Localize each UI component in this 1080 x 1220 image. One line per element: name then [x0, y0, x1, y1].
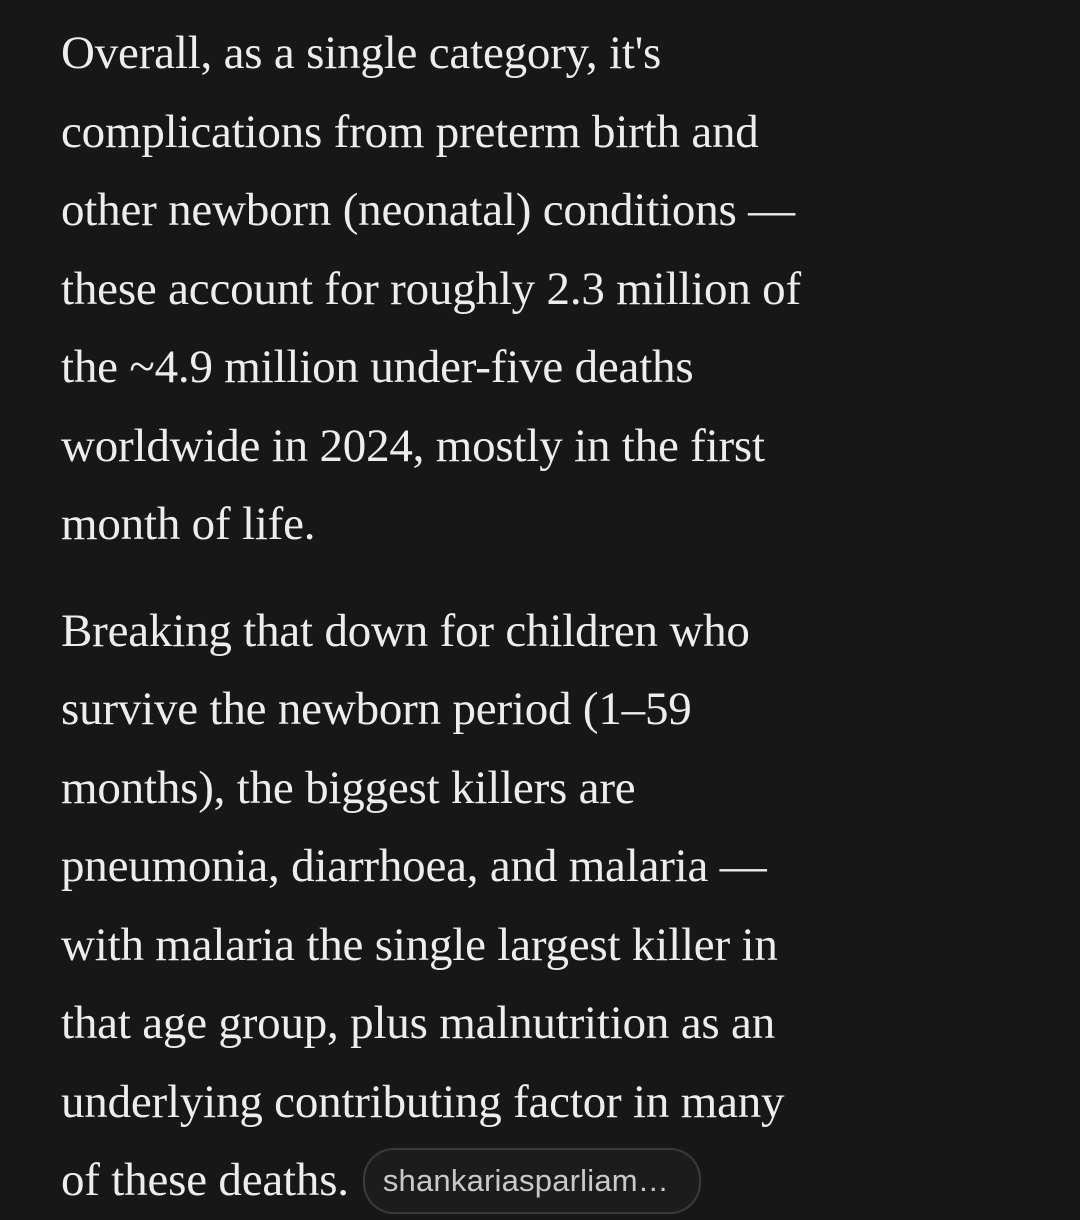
text-line: survive the newborn period (1–59	[61, 683, 692, 735]
text-line: pneumonia, diarrhoea, and malaria —	[61, 840, 767, 892]
text-line: other newborn (neonatal) conditions —	[61, 184, 795, 236]
text-line: worldwide in 2024, mostly in the first	[61, 419, 765, 472]
text-line: these account for roughly 2.3 million of	[61, 262, 801, 315]
assistant-response	[61, 14, 1051, 1220]
source-citation-chip[interactable]: shankariasparliam…	[363, 1148, 701, 1214]
text-line: that age group, plus malnutrition as an	[61, 997, 776, 1049]
response-paragraph-2	[61, 592, 1051, 1220]
last-line	[61, 1141, 1051, 1220]
text-line: month of life.	[61, 498, 316, 550]
text-line: months), the biggest killers are	[61, 761, 636, 814]
text-line: underlying contributing factor in many	[61, 1075, 785, 1128]
text-line: complications from preterm birth and	[61, 105, 759, 158]
text-line: the ~4.9 million under-five deaths	[61, 341, 694, 393]
response-paragraph-1	[61, 14, 1051, 564]
text-line: of these deaths.	[61, 1154, 349, 1206]
text-line: Breaking that down for children who	[61, 604, 750, 657]
text-line: with malaria the single largest killer in	[61, 918, 778, 971]
text-line: Overall, as a single category, it's	[61, 27, 662, 79]
